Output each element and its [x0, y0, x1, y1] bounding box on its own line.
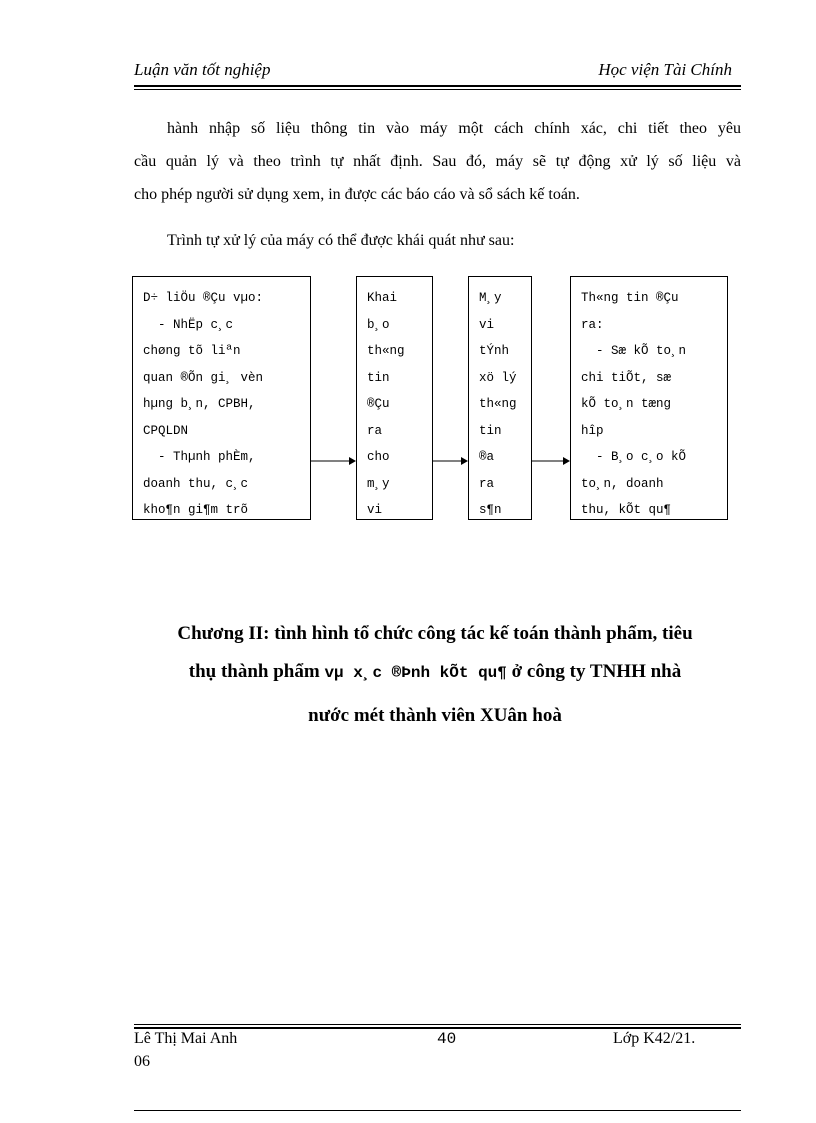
box-line: tin — [479, 423, 502, 438]
box-line: - NhËp c¸c — [143, 317, 234, 332]
box-line: s¶n — [479, 503, 502, 517]
box-line: tin — [367, 370, 390, 385]
box-line: xö lý — [479, 370, 517, 385]
diagram-box-declare-output — [356, 276, 433, 520]
chapter-heading-line-1: Chương II: tình hình tổ chức công tác kế toán thành phẩm, tiêu — [177, 623, 693, 644]
heading-text: ở công ty TNHH nhà — [506, 661, 682, 682]
box-line: to¸n, doanh — [581, 476, 664, 491]
box-line: tÝnh — [479, 344, 510, 358]
box-line: th«ng — [479, 397, 517, 411]
footer-rule-thin — [134, 1024, 741, 1025]
box-line: m¸y — [367, 476, 390, 491]
box-line: hµng b¸n, CPBH, — [143, 397, 256, 411]
box-line: Khai — [367, 291, 398, 305]
box-line: ra — [367, 423, 383, 438]
paragraph-line-1: hành nhập số liệu thông tin vào máy một cách chính xác, chi tiết theo yêu — [167, 120, 741, 137]
diagram-intro: Trình tự xử lý của máy có thể được khái quát như sau: — [167, 232, 515, 249]
diagram-box-output-info — [570, 276, 728, 520]
box-line: hîp — [581, 423, 604, 438]
footer-bottom-rule — [134, 1110, 741, 1111]
chapter-heading-line-2 — [110, 653, 760, 692]
header-rule-thin — [134, 89, 741, 90]
box-line: M¸y — [479, 291, 502, 305]
footer-author: Lê Thị Mai Anh — [134, 1030, 238, 1047]
box-line: b¸o — [367, 317, 390, 332]
arrow-right-icon — [311, 455, 357, 467]
diagram-box-computer-processing — [468, 276, 532, 520]
box-line: doanh thu, c¸c — [143, 476, 249, 491]
box-line: th«ng — [367, 344, 405, 358]
heading-text-legacy-encoding: vµ x¸c ®Þnh kÕt qu¶ — [324, 664, 507, 682]
box-line: kÕ to¸n tæng — [581, 397, 672, 411]
box-line: - B¸o c¸o kÕ — [581, 450, 687, 464]
paragraph-line-3: cho phép người sử dụng xem, in được các báo cáo và sổ sách kế toán. — [134, 186, 580, 203]
box-line: ra — [479, 476, 495, 491]
box-line: - Sæ kÕ to¸n — [581, 344, 687, 358]
footer-page-number: 40 — [437, 1030, 457, 1048]
box-line: ®a — [479, 450, 495, 464]
paragraph-line-2: cầu quản lý và theo trình tự nhất định. Sau đó, máy sẽ tự động xử lý số liệu và — [134, 153, 741, 170]
box-line: vi — [367, 503, 383, 517]
box-line: vi — [479, 317, 495, 332]
chapter-heading-line-3: nước mét thành viên XUân hoà — [308, 705, 562, 726]
box-line: - Thµnh phÈm, — [143, 450, 256, 464]
box-line: ra: — [581, 317, 604, 332]
diagram-box-input-data — [132, 276, 311, 520]
box-line: chi tiÕt, sæ — [581, 370, 672, 385]
box-line: D÷ liÖu ®Çu vµo: — [143, 291, 264, 305]
box-line: thu, kÕt qu¶ — [581, 503, 672, 517]
box-line: CPQLDN — [143, 423, 189, 438]
box-line: kho¶n gi¶m trõ — [143, 503, 249, 517]
header-rule-thick — [134, 85, 741, 87]
box-line: ®Çu — [367, 397, 390, 411]
footer-author-suffix: 06 — [134, 1053, 150, 1070]
arrow-right-icon — [433, 455, 469, 467]
header-title-right: Học viện Tài Chính — [598, 60, 732, 79]
header-title-left: Luận văn tốt nghiệp — [134, 60, 271, 79]
box-line: chøng tõ liªn — [143, 344, 241, 358]
arrow-right-icon — [532, 455, 571, 467]
box-line: quan ®Õn gi¸ vèn — [143, 370, 264, 385]
heading-text: thụ thành phẩm — [188, 661, 325, 682]
box-line: Th«ng tin ®Çu — [581, 291, 679, 305]
footer-class: Lớp K42/21. — [613, 1030, 696, 1047]
box-line: cho — [367, 450, 390, 464]
footer-rule-thick — [134, 1027, 741, 1029]
